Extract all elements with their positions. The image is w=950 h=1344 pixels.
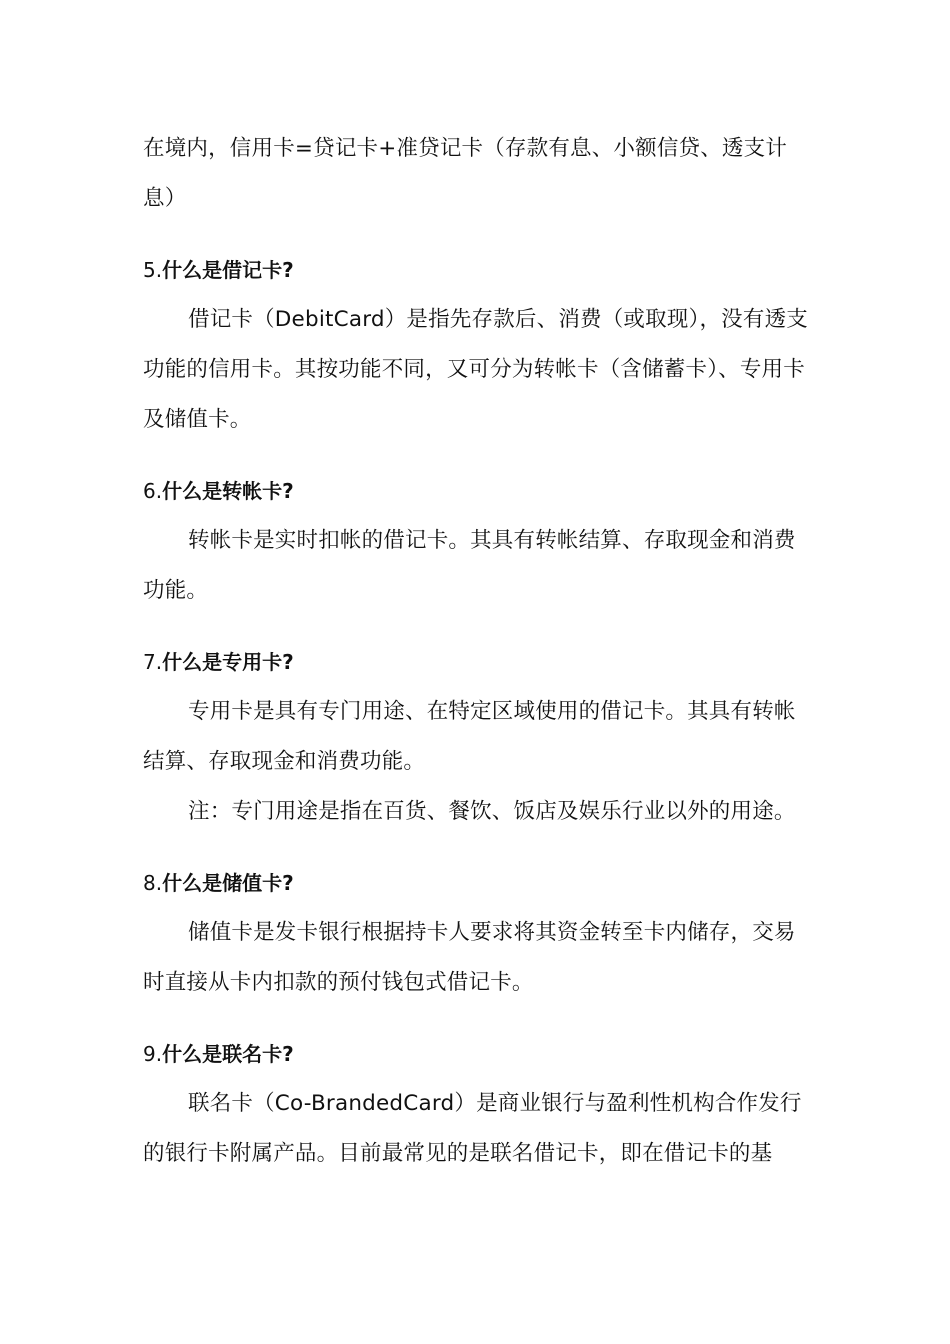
section-heading-7 (143, 637, 811, 687)
section-heading-6 (143, 466, 811, 516)
section-paragraph: 联名卡（Co-BrandedCard）是商业银行与盈利性机构合作发行的银行卡附属产品。目前最常见的是联名借记卡，即在借记卡的基 (143, 1091, 802, 1166)
section-title: 什么是专用卡? (162, 650, 294, 674)
document-body (143, 124, 811, 1179)
section-paragraph: 专用卡是具有专门用途、在特定区域使用的借记卡。其具有转帐结算、存取现金和消费功能。 (143, 699, 796, 774)
section-number: 8. (143, 871, 163, 895)
section-paragraph: 转帐卡是实时扣帐的借记卡。其具有转帐结算、存取现金和消费功能。 (143, 528, 796, 603)
section-note: 注：专门用途是指在百货、餐饮、饭店及娱乐行业以外的用途。 (188, 799, 796, 824)
intro-paragraph: 在境内，信用卡=贷记卡+准贷记卡（存款有息、小额信贷、透支计息） (143, 136, 788, 211)
section-heading-5 (143, 245, 811, 295)
section-title: 什么是储值卡? (162, 871, 294, 895)
section-number: 6. (143, 479, 163, 503)
section-number: 7. (143, 650, 163, 674)
section-heading-9 (143, 1029, 811, 1079)
section-heading-8 (143, 858, 811, 908)
section-number: 5. (143, 258, 163, 282)
section-paragraph: 借记卡（DebitCard）是指先存款后、消费（或取现），没有透支功能的信用卡。其按功能不同，又可分为转帐卡（含储蓄卡）、专用卡及储值卡。 (143, 307, 808, 432)
section-title: 什么是转帐卡? (162, 479, 294, 503)
section-paragraph: 储值卡是发卡银行根据持卡人要求将其资金转至卡内储存，交易时直接从卡内扣款的预付钱包式借记卡。 (143, 920, 796, 995)
section-number: 9. (143, 1042, 163, 1066)
section-title: 什么是借记卡? (162, 258, 294, 282)
section-title: 什么是联名卡? (162, 1042, 294, 1066)
